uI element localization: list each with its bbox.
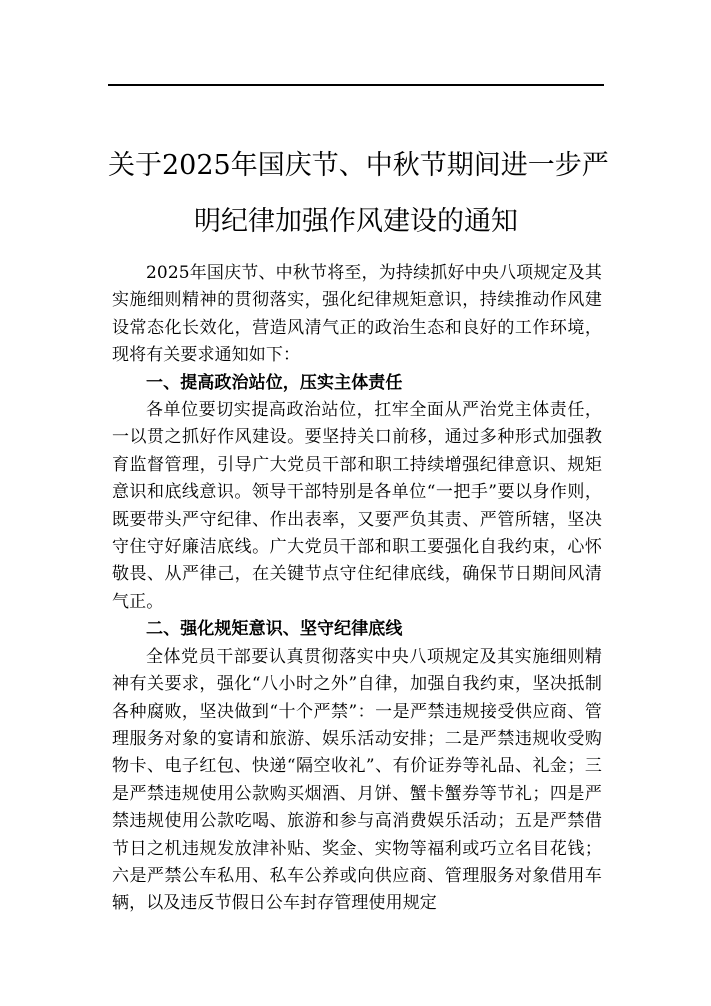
document-title — [108, 138, 609, 250]
header-rule — [108, 84, 604, 86]
section-2-paragraph: 全体党员干部要认真贯彻落实中央八项规定及其实施细则精神有关要求，强化“八小时之外”自律，加强自我约束，坚决抵制各种腐败，坚决做到“十个严禁”：一是严禁违规接受供应商、管理服务对象的宴请和旅游、娱乐活动安排；二是严禁违规收受购物卡、电子红包、快递“隔空收礼”、有价证券等礼品、礼金；三是严禁违规使用公款购买烟酒、月饼、蟹卡蟹券等节礼；四是严禁违规使用公款吃喝、旅游和参与高消费娱乐活动；五是严禁借节日之机违规发放津补贴、奖金、实物等福利或巧立名目花钱；六是严禁公车私用、私车公养或向供应商、管理服务对象借用车辆，以及违反节假日公车封存管理使用规定 — [112, 646, 602, 914]
document-title-line-1: 关于2025年国庆节、中秋节期间进一步严 — [108, 150, 609, 181]
section-1-heading: 一、提高政治站位，压实主体责任 — [146, 372, 403, 393]
document-body — [112, 260, 602, 918]
section-1-paragraph: 各单位要切实提高政治站位，扛牢全面从严治党主体责任，一以贯之抓好作风建设。要坚持关口前移，通过多种形式加强教育监督管理，引导广大党员干部和职工持续增强纪律意识、规矩意识和底线意识。领导干部特别是各单位“一把手”要以身作则，既要带头严守纪律、作出表率，又要严负其责、严管所辖，坚决守住守好廉洁底线。广大党员干部和职工要强化自我约束，心怀敬畏、从严律己，在关键节点守住纪律底线，确保节日期间风清气正。 — [112, 400, 602, 612]
document-title-line-2: 明纪律加强作风建设的通知 — [194, 206, 518, 237]
intro-paragraph: 2025年国庆节、中秋节将至，为持续抓好中央八项规定及其实施细则精神的贯彻落实，强化纪律规矩意识，持续推动作风建设常态化长效化，营造风清气正的政治生态和良好的工作环境，现将有关要求通知如下： — [112, 263, 602, 366]
section-2-heading: 二、强化规矩意识、坚守纪律底线 — [146, 619, 403, 640]
